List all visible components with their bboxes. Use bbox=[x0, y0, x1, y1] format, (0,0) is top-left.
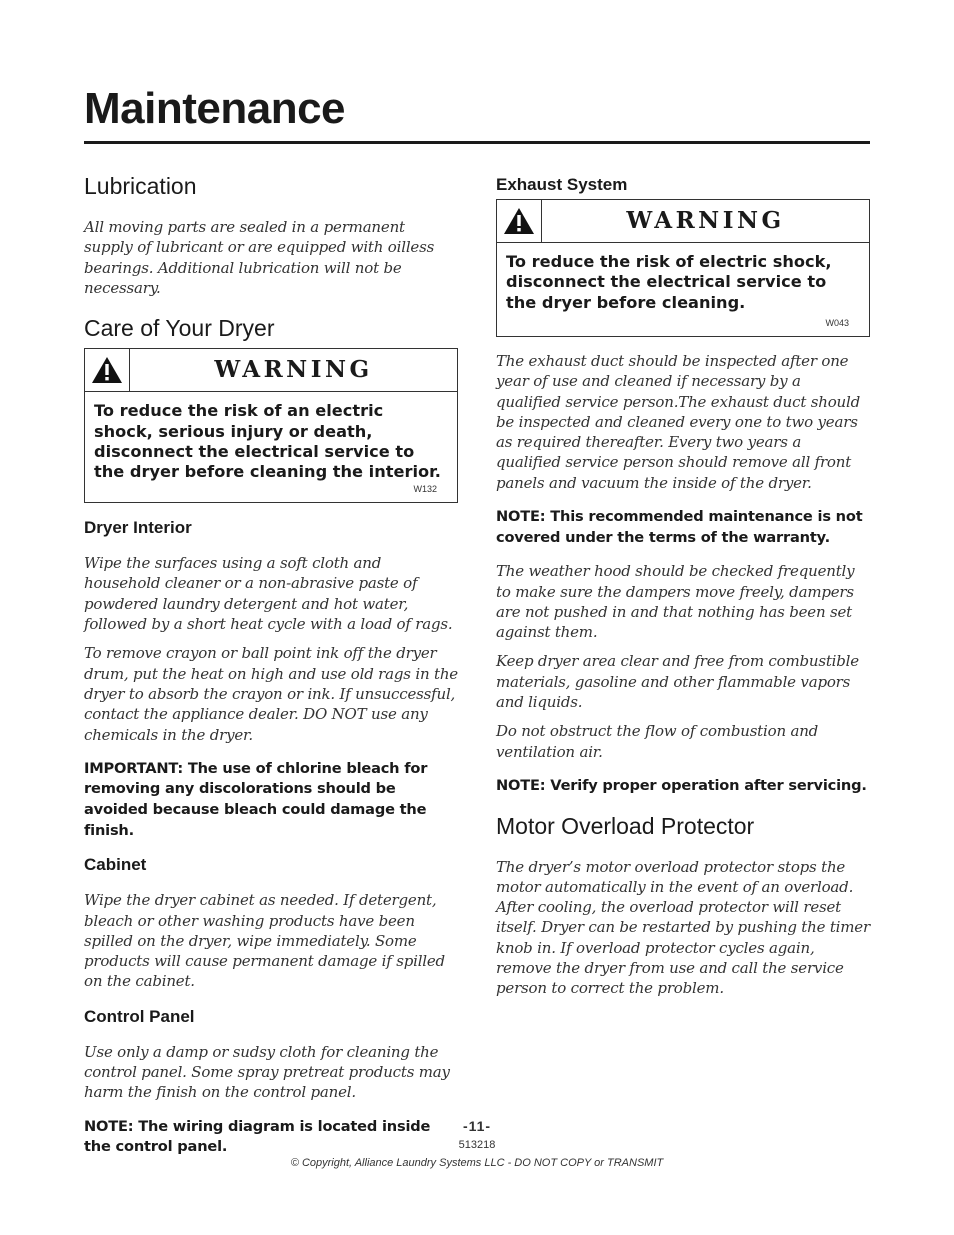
important-text: The use of chlorine bleach for removing any discolorations should be avoided because bleach could damage the finish. bbox=[84, 759, 428, 839]
exhaust-warning-box bbox=[496, 199, 870, 337]
care-warning-header bbox=[85, 349, 457, 392]
exhaust-note-2-label: NOTE: bbox=[496, 776, 546, 794]
important-note bbox=[84, 759, 458, 841]
page-title: Maintenance bbox=[84, 84, 346, 133]
cabinet-text: Wipe the dryer cabinet as needed. If detergent, bleach or other washing products have been spilled on the dryer, wipe immediately. Some products will cause permanent damage if spilled on the cabinet. bbox=[84, 891, 445, 991]
care-warning-title: WARNING bbox=[214, 356, 373, 384]
left-column bbox=[84, 170, 458, 1158]
control-panel-text: Use only a damp or sudsy cloth for cleaning the control panel. Some spray pretreat products may harm the finish on the control panel. bbox=[84, 1042, 450, 1102]
exhaust-heading: Exhaust System bbox=[496, 175, 628, 194]
lubrication-text: All moving parts are sealed in a permanent supply of lubricant or are equipped with oilless bearings. Additional lubrication will not be necessary. bbox=[84, 218, 435, 297]
exhaust-note-1 bbox=[496, 507, 870, 548]
control-panel-note-text: The wiring diagram is located inside the control panel. bbox=[84, 1117, 431, 1156]
motor-text: The dryer’s motor overload protector stops the motor automatically in the event of an overload. After cooling, the overload protector will reset itself. Dryer can be restarted by pushing the timer knob in. If overload protector cycles again, remove the dryer from use and call the service person to correct the problem. bbox=[496, 857, 870, 998]
warning-triangle-icon bbox=[497, 200, 542, 242]
care-heading: Care of Your Dryer bbox=[84, 315, 275, 342]
exhaust-para-4: Do not obstruct the flow of combustion and ventilation air. bbox=[496, 722, 819, 761]
care-warning-text: To reduce the risk of an electric shock, serious injury or death, disconnect the electrical service to the dryer before cleaning the interior. bbox=[94, 401, 441, 482]
interior-para-2: To remove crayon or ball point ink off the dryer drum, put the heat on high and use old rags in the dryer to absorb the crayon or ink. If unsuccessful, contact the appliance dealer. DO NOT use any chemicals in the dryer. bbox=[84, 644, 458, 744]
control-panel-heading: Control Panel bbox=[84, 1006, 195, 1026]
control-panel-note-label: NOTE: bbox=[84, 1117, 134, 1135]
exhaust-note-2-text: Verify proper operation after servicing. bbox=[550, 776, 867, 794]
interior-para-1: Wipe the surfaces using a soft cloth and household cleaner or a non-abrasive paste of powdered laundry detergent and hot water, followed by a short heat cycle with a load of rags. bbox=[84, 554, 453, 634]
exhaust-warning-header bbox=[497, 200, 869, 243]
care-warning-code: W132 bbox=[413, 484, 437, 495]
cabinet-heading: Cabinet bbox=[84, 855, 147, 875]
exhaust-warning-text: To reduce the risk of electric shock, disconnect the electrical service to the dryer before cleaning. bbox=[506, 252, 832, 312]
interior-heading: Dryer Interior bbox=[84, 518, 192, 538]
exhaust-para-2: The weather hood should be checked frequently to make sure the dampers move freely, dampers are not pushed in and that nothing has been set against them. bbox=[496, 562, 855, 642]
exhaust-note-2 bbox=[496, 776, 870, 797]
title-divider bbox=[84, 141, 870, 144]
right-column bbox=[496, 170, 870, 999]
exhaust-warning-code: W043 bbox=[825, 318, 849, 328]
page-number: -11- bbox=[462, 1118, 492, 1134]
doc-number: 513218 bbox=[458, 1139, 496, 1151]
care-warning-box bbox=[84, 348, 458, 503]
exhaust-para-1: The exhaust duct should be inspected after one year of use and cleaned if necessary by a qualified service person.The exhaust duct should be inspected and cleaned every one to two years as required thereafter. Every two years a qualified service person should remove all front panels and vacuum the inside of the dryer. bbox=[496, 352, 860, 492]
exhaust-warning-title: WARNING bbox=[626, 207, 785, 234]
exhaust-note-1-label: NOTE: bbox=[496, 508, 546, 526]
warning-triangle-icon bbox=[85, 349, 130, 391]
lubrication-heading: Lubrication bbox=[84, 173, 197, 199]
copyright: © Copyright, Alliance Laundry Systems LLC - DO NOT COPY or TRANSMIT bbox=[290, 1157, 664, 1169]
important-label: IMPORTANT: bbox=[84, 759, 183, 777]
motor-heading: Motor Overload Protector bbox=[496, 812, 755, 839]
exhaust-note-1-text: This recommended maintenance is not covered under the terms of the warranty. bbox=[496, 508, 863, 546]
exhaust-para-3: Keep dryer area clear and free from combustible materials, gasoline and other flammable vapors and liquids. bbox=[496, 652, 859, 712]
